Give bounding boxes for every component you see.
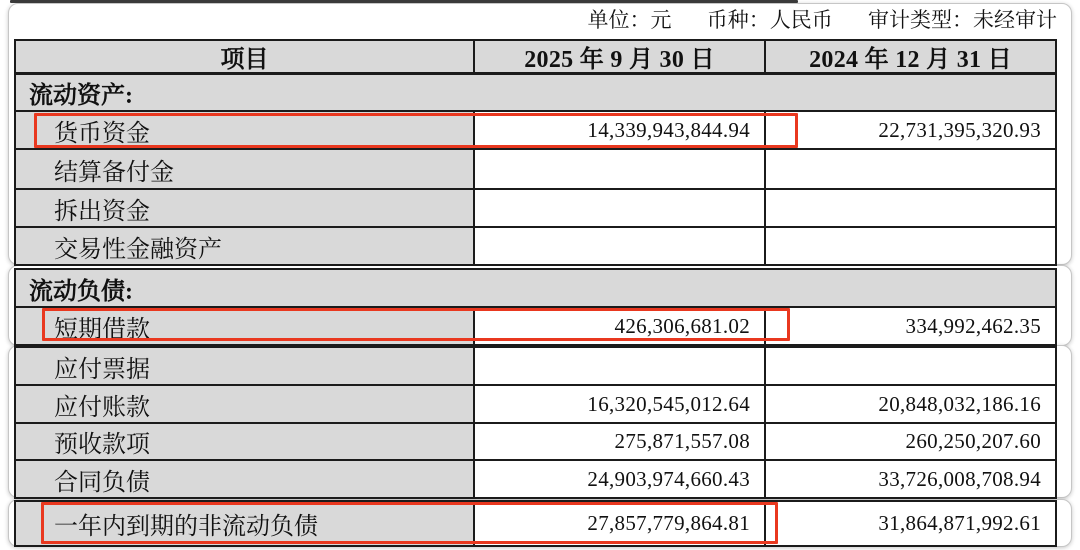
row-label: 交易性金融资产 [16, 228, 475, 264]
table-row-contract-liabilities [16, 461, 1055, 497]
row-value-2024: 334,992,462.35 [766, 308, 1055, 344]
row-label: 货币资金 [16, 112, 475, 148]
table-row-advances-received [16, 424, 1055, 461]
row-value-2024: 22,731,395,320.93 [766, 112, 1055, 148]
row-value-2024 [766, 228, 1055, 264]
audit-type-label: 审计类型：未经审计 [868, 8, 1057, 32]
header-2024-date: 2024 年 12 月 31 日 [766, 41, 1055, 72]
highlight-box-noncurrent-due-1y [41, 502, 778, 544]
row-label: 结算备付金 [16, 150, 475, 188]
row-value-2025: 275,871,557.08 [475, 424, 766, 459]
unit-info-line [14, 5, 1057, 36]
table-row-notes-payable [16, 348, 1055, 386]
row-value-2025: 24,903,974,660.43 [475, 461, 766, 497]
table-header-row [16, 41, 1055, 75]
row-value-2024: 31,864,871,992.61 [766, 502, 1055, 545]
row-label: 应付票据 [16, 348, 475, 384]
unit-label: 单位：元 [587, 8, 672, 32]
table-current-assets [14, 39, 1057, 266]
row-value-2025 [475, 190, 766, 226]
crop-edge-strip [10, 0, 798, 3]
row-value-2024: 20,848,032,186.16 [766, 386, 1055, 422]
row-value-2025: 426,306,681.02 [475, 308, 766, 344]
row-label: 短期借款 [16, 308, 475, 344]
table-row-trading-financial-assets [16, 228, 1055, 264]
row-value-2025 [475, 150, 766, 188]
row-value-2024 [766, 150, 1055, 188]
table-row-accounts-payable [16, 386, 1055, 424]
row-value-2024: 33,726,008,708.94 [766, 461, 1055, 497]
row-label: 合同负债 [16, 461, 475, 497]
row-value-2025: 16,320,545,012.64 [475, 386, 766, 422]
row-value-2025 [475, 228, 766, 264]
row-label: 预收款项 [16, 424, 475, 459]
section-current-liabilities: 流动负债: [16, 270, 1055, 308]
row-value-2025: 27,857,779,864.81 [475, 502, 766, 545]
section-current-assets: 流动资产: [16, 75, 1055, 112]
row-label: 应付账款 [16, 386, 475, 422]
row-value-2024 [766, 348, 1055, 384]
table-row-settlement-reserves [16, 150, 1055, 190]
header-2025-date: 2025 年 9 月 30 日 [475, 41, 766, 72]
table-payables [14, 346, 1057, 499]
currency-label: 币种：人民币 [706, 8, 833, 32]
row-value-2025 [475, 348, 766, 384]
header-item: 项目 [16, 41, 475, 72]
row-label: 一年内到期的非流动负债 [16, 502, 475, 545]
row-label: 拆出资金 [16, 190, 475, 226]
highlight-box-short-term-borrowings [42, 308, 790, 341]
row-value-2025: 14,339,943,844.94 [475, 112, 766, 148]
row-value-2024: 260,250,207.60 [766, 424, 1055, 459]
highlight-box-monetary-funds [34, 113, 798, 148]
table-row-funds-lent [16, 190, 1055, 228]
row-value-2024 [766, 190, 1055, 226]
